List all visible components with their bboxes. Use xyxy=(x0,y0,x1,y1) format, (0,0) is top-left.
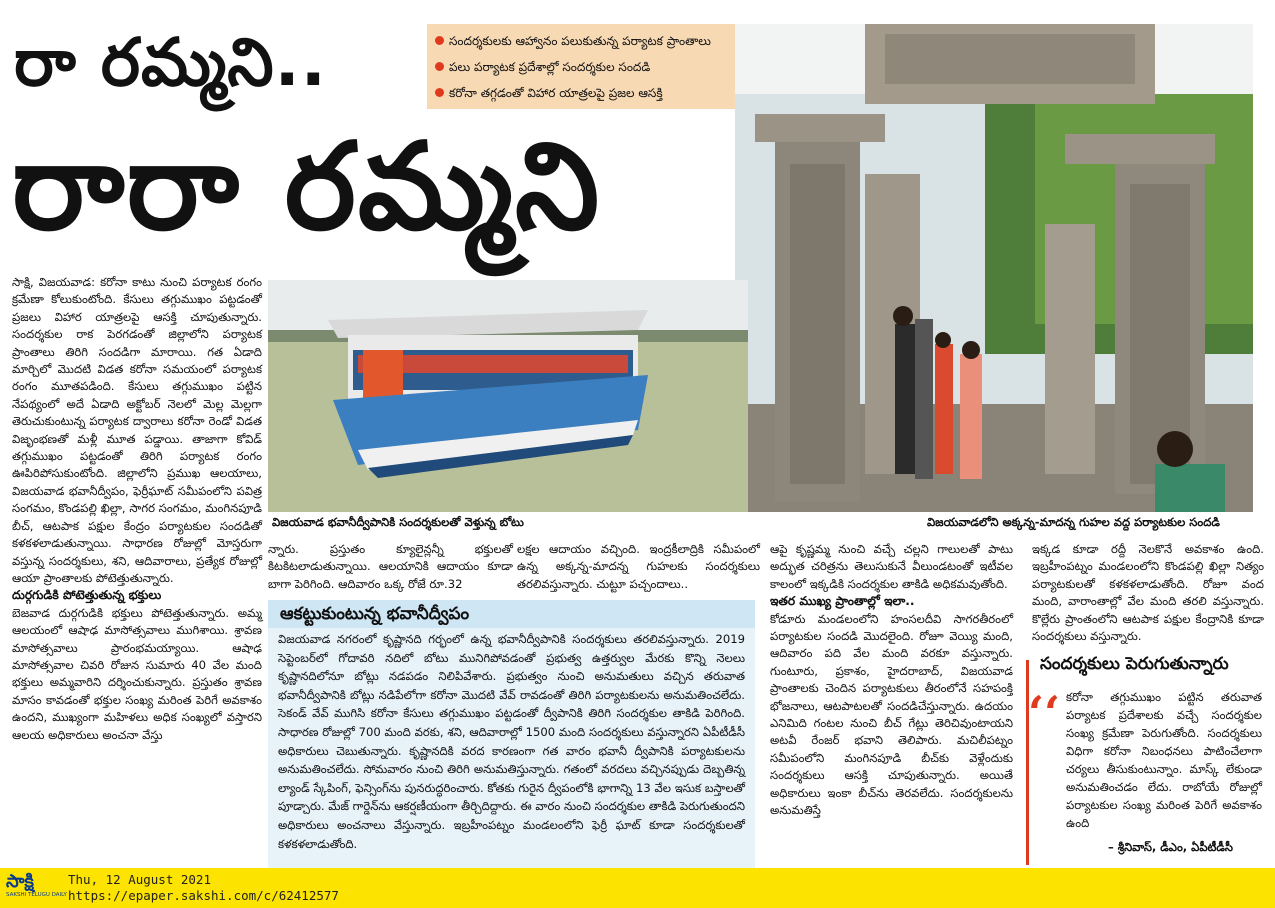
temple-caves-photo xyxy=(735,24,1253,512)
article-paragraph: కోడూరు మండలంలోని హంసలదీవి సాగరతీరంలో పర్యాటకుల సందడి మొదలైంది. రోజూ వెయ్యి మంది, ఆదివారం పది వేల మంది వరకూ వస్తున్నారు. గుంటూరు, ప్రకాశం, హైదరాబాద్, విజయవాడ ప్రాంతాలకు చెందిన పర్యాటకులు తీరంలోనే సహపంక్తి భోజనాలు, ఆటపాటలతో సందడిచేస్తున్నారు. ఉదయం ఎనిమిది గంటల నుంచి బీచ్ గేట్లు తెరిచివుంటాయని అటవీ రేంజర్ భవాని తెలిపారు. మచిలీపట్నం సమీపంలోని మంగినపూడి బీచ్‌కు వెళ్లేందుకు సందర్శకులు ఆసక్తి చూపుతున్నారు. అయితే అధికారులు ఇంకా బీచ్‌ను తెరవలేదు. సందర్శకులను అనుమతిస్తే xyxy=(770,611,1013,818)
article-paragraph: లక్షల ఆదాయం వచ్చింది. ఇంద్రకీలాద్రికి సమీపంలో ఉన్న అక్కన్న-మాదన్న గుహలకు సందర్శకులు తరలివస్తున్నారు. చుట్టూ పచ్చందాలు.. xyxy=(517,542,760,591)
bullet-dot-icon xyxy=(435,36,444,45)
sakshi-logo: సాక్షి SAKSHI TELUGU DAILY xyxy=(6,871,67,898)
boat-photo-caption: విజయవాడ భవానీద్వీపానికి సందర్శకులతో వెళ్తున్న బోటు xyxy=(272,515,524,529)
boat-photo xyxy=(268,280,748,512)
bhavani-island-box-body: విజయవాడ నగరంలో కృష్ణానది గర్భంలో ఉన్న భవానీద్వీపానికి సందర్శకులు తరలివస్తున్నారు. 2019 సెప్టెంబర్‌లో గోదావరి నదిలో బోటు మునిగిపోవడంతో ప్రభుత్వ ఉత్తర్వుల మేరకు కొన్ని నెలలు కృష్ణానదిలోనూ బోట్లు నడపడం నిలిపివేశారు. ప్రభుత్వం నుంచి అనుమతులు వచ్చిన తరువాత భవానీద్వీపానికి బోట్లు నడిపేలోగా కరోనా మొదటి వేవ్ రావడంతో తిరిగి పర్యాటకులను అనుమతించలేదు. సెకండ్ వేవ్ ముగిసి కరోనా కేసులు తగ్గుముఖం పట్టడంతో ద్వీపానికి తిరిగి సందర్శకుల తాకిడి పెరిగింది. సాధారణ రోజుల్లో 700 మంది వరకు, శని, ఆదివారాల్లో 1500 మంది సందర్శకులు వస్తున్నారని ఏపీటీడీసీ అధికారులు చెబుతున్నారు. కృష్ణానదికి వరద కారణంగా గత వారం భవానీ ద్వీపానికి పర్యాటకులను అనుమతించలేదు. సోమవారం నుంచి తిరిగి అనుమతిస్తున్నారు. గతంలో వరదలు వచ్చినప్పుడు దెబ్బతిన్న ల్యాండ్ స్కేపింగ్, ఫెన్సింగ్‌ను పునరుద్ధరించారు. కోతకు గురైన ద్వీపంలోకి భాగాన్ని 13 వేల ఇసుక బస్తాలతో పూడ్చారు. మేజ్ గార్డెన్‌ను ఆకర్షణీయంగా తీర్చిదిద్దారు. ఈ వారం నుంచి సందర్శకుల తాకిడి పెరుగుతుందని అధికారులు అంచనాలు వేస్తున్నారు. ఇబ్రహీంపట్నం మండలంలోని ఫెర్రీ ఘాట్ కూడా సందర్శకులతో కళకళలాడుతోంది. xyxy=(268,628,755,868)
article-paragraph: ఆపై కృష్ణమ్మ నుంచి వచ్చే చల్లని గాలులతో పాటు అద్భుత చరిత్రను తెలుసుకునే వీలుండటంతో ఇటీవల కాలంలో ఇక్కడికి సందర్శకుల తాకిడి అధికమవుతోంది. xyxy=(770,542,1013,591)
highlights-box xyxy=(427,24,777,109)
article-column-5 xyxy=(1032,541,1264,645)
article-paragraph: ఇక్కడ కూడా రద్దీ నెలకొనే అవకాశం ఉంది. ఇబ్రహీంపట్నం మండలంలోని కొండపల్లి ఖిల్లా నిత్యం పర్యాటకులతో కళకళలాడుతోంది. రోజూ వంద మంది, వారాంతాల్లో వేల మంది తరలి వస్తున్నారు. కొల్లేరు ప్రాంతంలోని ఆటపాక పక్షుల కేంద్రానికి కూడా సందర్శకులు వస్తున్నారు. xyxy=(1032,542,1264,644)
temple-caves-illustration xyxy=(735,24,1253,512)
quote-body: కరోనా తగ్గుముఖం పట్టిన తరువాత పర్యాటక ప్రదేశాలకు వచ్చే సందర్శకుల సంఖ్య క్రమేణా పెరుగుతోంది. సందర్శకులు విధిగా కరోనా నిబంధనలు పాటించేలాగా చర్యలు తీసుకుంటున్నాం. మాస్క్ లేకుండా అనుమతించడం లేదు. రాబోయే రోజుల్లో పర్యాటకుల సంఖ్య మరింత పెరిగే అవకాశం ఉంది xyxy=(1066,690,1262,830)
subheading-other-places: ఇతర ముఖ్య ప్రాంతాల్లో ఇలా.. xyxy=(770,594,915,609)
bullet-dot-icon xyxy=(435,88,444,97)
subheading-durga-temple: దుర్గగుడికి పోటెత్తుతున్న భక్తులు xyxy=(12,588,162,603)
headline-line-2: రారా రమ్మని xyxy=(12,118,602,257)
epaper-footer xyxy=(0,868,1275,908)
article-paragraph: న్నారు. ప్రస్తుతం క్యూలైన్లన్నీ భక్తులతో కిటకిటలాడుతున్నాయి. ఆలయానికి ఆదాయం కూడా బాగా పెరిగింది. ఆదివారం ఒక్క రోజే రూ.32 xyxy=(268,542,513,591)
article-paragraph: సాక్షి, విజయవాడ: కరోనా కాటు నుంచి పర్యాటక రంగం క్రమేణా కోలుకుంటోంది. కేసులు తగ్గుముఖం పట్టడంతో ప్రజలు విహార యాత్రలపై ఆసక్తి చూపుతున్నారు. సందర్శకుల రాక పెరగడంతో జిల్లాలోని పర్యాటక ప్రాంతాలు తిరిగి సందడిగా మారాయి. గత ఏడాది మార్చిలో మొదటి విడత కరోనా సమయంలో పర్యాటక రంగం మూతపడింది. కేసులు తగ్గుముఖం పట్టిన నేపథ్యంలో అదే ఏడాది అక్టోబర్ నెలలో మెల్ల మెల్లగా తెరుచుకుంటున్న పర్యాటక ద్వారాలు కరోనా రెండో విడత విజృంభణతో మళ్లీ మూత పడ్డాయి. తాజాగా కోవిడ్ తగ్గుముఖం పట్టడంతో తిరిగి పర్యాటక రంగం ఊపిరిపోసుకుంటోంది. జిల్లాలోని ప్రముఖ ఆలయాలు, విజయవాడ భవానీద్వీపం, ఫెర్రీఘాట్ సమీపంలోని పవిత్ర సంగమం, కొండపల్లి ఖిల్లా, సాగర సంగమం, మంగినపూడి బీచ్, ఆటపాక పక్షుల కేంద్రం పర్యాటకుల సందడితో కళకళలాడుతున్నాయి. సాధారణ రోజుల్లో మోస్తరుగా వస్తున్న సందర్శకులు, శని, ఆదివారాలు, ప్రత్యేక రోజుల్లో ఆయా ప్రాంతాలకు పోటెత్తుతున్నారు. xyxy=(12,275,262,585)
bhavani-island-box-title: ఆకట్టుకుంటున్న భవానీద్వీపం xyxy=(268,600,755,628)
article-paragraph: బెజవాడ దుర్గగుడికి భక్తులు పోటెత్తుతున్నారు. అమ్మ ఆలయంలో ఆషాఢ మాసోత్సవాలు ముగిశాయి. శ్రావణ మాసోత్సవాలు ప్రారంభమయ్యాయి. ఆషాఢ మాసోత్సవాల చివరి రోజున సుమారు 40 వేల మంది భక్తులు అమ్మవారిని దర్శించుకున్నారు. ప్రస్తుతం శ్రావణ మాసం కావడంతో భక్తుల సంఖ్య మరింత పెరిగే అవకాశం ఉందని, ముఖ్యంగా మహిళలు అధిక సంఖ్యలో వస్తారని ఆలయ అధికారులు అంచనా వేస్తు xyxy=(12,605,262,742)
quote-signature: – శ్రీనివాస్, డీఎం, ఏపీటీడీసీ xyxy=(1108,840,1233,854)
epaper-url-link[interactable]: https://epaper.sakshi.com/c/62412577 xyxy=(68,888,339,903)
article-column-1 xyxy=(12,274,262,744)
quote-mark-icon: ‘‘ xyxy=(1028,686,1061,740)
article-column-4 xyxy=(770,541,1013,820)
temple-photo-caption: విజయవాడలోని అక్కన్న-మాదన్న గుహల వద్ద పర్యాటకుల సందడి xyxy=(927,515,1220,529)
article-column-3 xyxy=(517,541,760,593)
bullet-dot-icon xyxy=(435,62,444,71)
highlight-item: కరోనా తగ్గడంతో విహార యాత్రలపై ప్రజల ఆసక్తి xyxy=(435,80,769,106)
quote-heading: సందర్శకులు పెరుగుతున్నారు xyxy=(1040,654,1229,674)
highlight-item: సందర్శకులకు ఆహ్వానం పలుకుతున్న పర్యాటక ప్రాంతాలు xyxy=(435,28,769,54)
headline-line-1: రా రమ్మని.. xyxy=(14,24,327,101)
boat-illustration xyxy=(268,280,748,512)
edition-date: Thu, 12 August 2021 xyxy=(68,872,211,887)
article-column-2 xyxy=(268,541,513,593)
highlight-item: పలు పర్యాటక ప్రదేశాల్లో సందర్శకుల సందడి xyxy=(435,54,769,80)
